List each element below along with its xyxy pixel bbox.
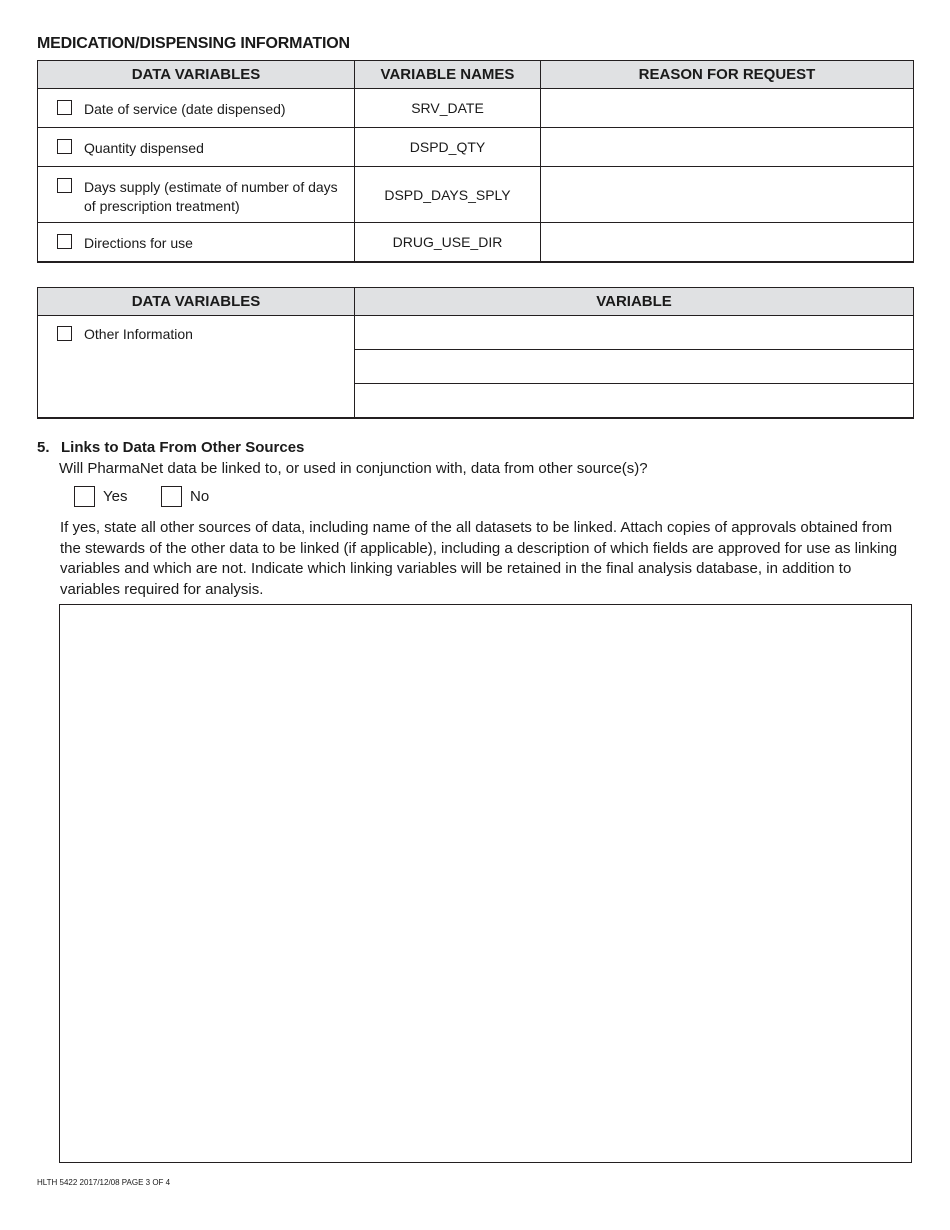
- table-header-row: [38, 61, 914, 89]
- variable-name-cell: DRUG_USE_DIR: [355, 223, 541, 262]
- data-variable-cell: [38, 223, 355, 262]
- days-supply-checkbox[interactable]: [57, 178, 72, 193]
- data-variable-label: Other Information: [84, 326, 193, 342]
- variable-name-cell: SRV_DATE: [355, 89, 541, 128]
- section-number: 5.: [37, 439, 50, 456]
- table-header-row: [38, 288, 914, 316]
- data-sources-response-box[interactable]: [59, 604, 912, 1163]
- column-header-data-variables: DATA VARIABLES: [38, 288, 355, 316]
- column-header-reason-for-request: REASON FOR REQUEST: [541, 61, 914, 89]
- table-row: [38, 167, 914, 223]
- variable-name-cell: DSPD_DAYS_SPLY: [355, 167, 541, 223]
- column-header-variable-names: VARIABLE NAMES: [355, 61, 541, 89]
- yes-checkbox[interactable]: [74, 486, 95, 507]
- no-checkbox[interactable]: [161, 486, 182, 507]
- variable-input-cell[interactable]: [355, 316, 914, 350]
- quantity-dispensed-checkbox[interactable]: [57, 139, 72, 154]
- table-row: [38, 89, 914, 128]
- data-variable-cell: [38, 89, 355, 128]
- variable-input-cell[interactable]: [355, 350, 914, 384]
- data-variable-label: Directions for use: [84, 235, 193, 251]
- section-title-text: Links to Data From Other Sources: [61, 439, 305, 456]
- medication-variables-table: [37, 60, 914, 263]
- reason-input-cell[interactable]: [541, 89, 914, 128]
- column-header-variable: VARIABLE: [355, 288, 914, 316]
- linking-question: Will PharmaNet data be linked to, or used in conjunction with, data from other source(s)?: [59, 460, 648, 477]
- other-information-table: [37, 287, 914, 419]
- section-5-heading: [37, 439, 304, 456]
- reason-input-cell[interactable]: [541, 128, 914, 167]
- yes-label: Yes: [103, 488, 128, 505]
- table-row: [38, 316, 914, 350]
- yes-option[interactable]: [74, 486, 127, 507]
- page-footer: HLTH 5422 2017/12/08 PAGE 3 OF 4: [37, 1178, 171, 1187]
- date-of-service-checkbox[interactable]: [57, 100, 72, 115]
- linking-instructions: If yes, state all other sources of data, including name of the all datasets to be linked. Attach copies of approvals obtained from the stewards of the other data to be linked (if applicable), including a description of which fields are approved for use as linking variables and which are not. Indicate which linking variables will be retained in the final analysis database, in addition to variables required for analysis.: [60, 519, 898, 598]
- reason-input-cell[interactable]: [541, 223, 914, 262]
- table-row: [38, 128, 914, 167]
- no-label: No: [190, 488, 210, 505]
- no-option[interactable]: [161, 486, 209, 507]
- column-header-data-variables: DATA VARIABLES: [38, 61, 355, 89]
- variable-input-cell[interactable]: [355, 384, 914, 418]
- data-variable-cell: [38, 316, 355, 418]
- reason-input-cell[interactable]: [541, 167, 914, 223]
- data-variable-cell: [38, 128, 355, 167]
- data-variable-cell: [38, 167, 355, 223]
- variable-name-cell: DSPD_QTY: [355, 128, 541, 167]
- table-row: [38, 223, 914, 262]
- data-variable-label: Quantity dispensed: [84, 140, 204, 156]
- data-variable-label: Days supply (estimate of number of days of prescription treatment): [84, 179, 338, 214]
- directions-for-use-checkbox[interactable]: [57, 234, 72, 249]
- other-information-checkbox[interactable]: [57, 326, 72, 341]
- section-title: MEDICATION/DISPENSING INFORMATION: [37, 35, 350, 52]
- data-variable-label: Date of service (date dispensed): [84, 101, 286, 117]
